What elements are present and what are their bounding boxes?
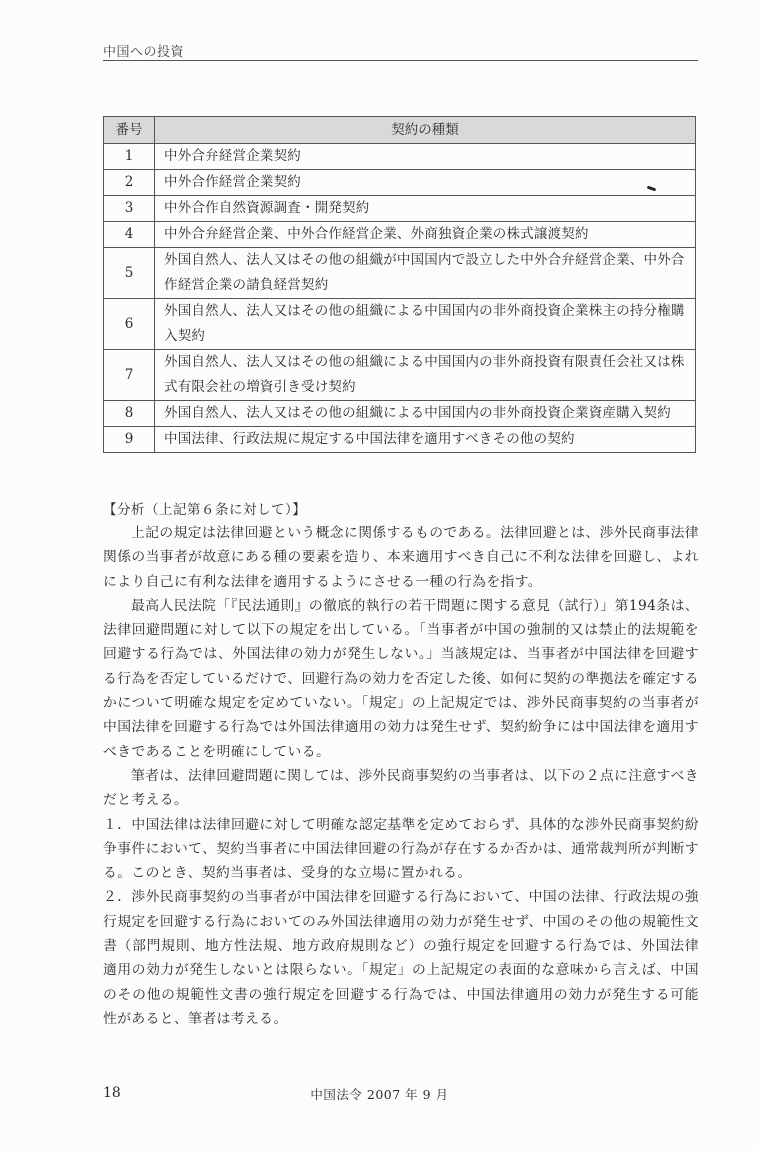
row-number: 5 [104, 248, 155, 299]
table-row [104, 427, 696, 453]
row-number: 3 [104, 196, 155, 222]
contract-type: 中外合作自然資源調査・開発契約 [155, 196, 696, 222]
table-row [104, 170, 696, 196]
contract-type: 外国自然人、法人又はその他の組織が中国国内で設立した中外合弁経営企業、中外合作経営企業の請負経営契約 [155, 248, 696, 299]
table-row [104, 222, 696, 248]
contract-type: 中国法律、行政法規に規定する中国法律を適用すべきその他の契約 [155, 427, 696, 453]
table-row [104, 248, 696, 299]
contract-types-table [103, 116, 696, 453]
contract-type: 外国自然人、法人又はその他の組織による中国国内の非外商投資企業資産購入契約 [155, 401, 696, 427]
contract-type: 中外合作経営企業契約 [155, 170, 696, 196]
contract-type: 中外合弁経営企業契約 [155, 144, 696, 170]
column-header-type: 契約の種類 [155, 117, 696, 144]
row-number: 2 [104, 170, 155, 196]
numbered-point-1: １．中国法律は法律回避に対して明確な認定基準を定めておらず、具体的な渉外民商事契約紛争事件において、契約当事者に中国法律回避の行為が存在するか否かは、通常裁判所が判断する。このとき、契約当事者は、受身的な立場に置かれる。 [103, 816, 699, 882]
analysis-body [103, 521, 699, 1031]
contract-type: 外国自然人、法人又はその他の組織による中国国内の非外商投資企業株主の持分権購入契約 [155, 299, 696, 350]
row-number: 7 [104, 350, 155, 401]
row-number: 8 [104, 401, 155, 427]
contract-type: 外国自然人、法人又はその他の組織による中国国内の非外商投資有限責任会社又は株式有限会社の増資引き受け契約 [155, 350, 696, 401]
column-header-number: 番号 [104, 117, 155, 144]
table-row [104, 196, 696, 222]
table-row [104, 299, 696, 350]
numbered-point-2: ２．渉外民商事契約の当事者が中国法律を回避する行為において、中国の法律、行政法規の強行規定を回避する行為においてのみ外国法律適用の効力が発生せず、中国のその他の規範性文書（部門規則、地方性法規、地方政府規則など）の強行規定を回避する行為では、外国法律適用の効力が発生しないとは限らない。「規定」の上記規定の表面的な意味から言えば、中国のその他の規範性文書の強行規定を回避する行為では、中国法律適用の効力が発生する可能性があると、筆者は考える。 [103, 889, 699, 1027]
table-row [104, 144, 696, 170]
row-number: 9 [104, 427, 155, 453]
paragraph: 最高人民法院「『民法通則』の徹底的執行の若干問題に関する意見（試行）」第194条は、法律回避問題に対して以下の規定を出している。「当事者が中国の強制的又は禁止的法規範を回避する行為では、外国法律の効力が発生しない。」当該規定は、当事者が中国法律を回避する行為を否定しているだけで、回避行為の効力を否定した後、如何に契約の準拠法を確定するかについて明確な規定を定めていない。「規定」の上記規定では、渉外民商事契約の当事者が中国法律を回避する行為では外国法律適用の効力は発生せず、契約紛争には中国法律を適用すべきであることを明確にしている。 [103, 597, 699, 760]
paragraph: 上記の規定は法律回避という概念に関係するものである。法律回避とは、渉外民商事法律関係の当事者が故意にある種の要素を造り、本来適用すべき自己に不利な法律を回避し、よれにより自己に有利な法律を適用するようにさせる一種の行為を指す。 [103, 525, 699, 590]
running-title: 中国への投資 [103, 45, 185, 60]
section-title: 【分析（上記第６条に対して）】 [103, 502, 307, 518]
table-row [104, 350, 696, 401]
table-row [104, 401, 696, 427]
page-number: 18 [103, 1085, 121, 1101]
publication-footer: 中国法令 2007 年 9 月 [310, 1087, 449, 1102]
row-number: 6 [104, 299, 155, 350]
table-header-row [104, 117, 696, 144]
row-number: 4 [104, 222, 155, 248]
row-number: 1 [104, 144, 155, 170]
header-rule [103, 60, 698, 61]
paragraph: 筆者は、法律回避問題に関しては、渉外民商事契約の当事者は、以下の２点に注意すべきだと考える。 [103, 767, 699, 809]
contract-type: 中外合弁経営企業、中外合作経営企業、外商独資企業の株式譲渡契約 [155, 222, 696, 248]
